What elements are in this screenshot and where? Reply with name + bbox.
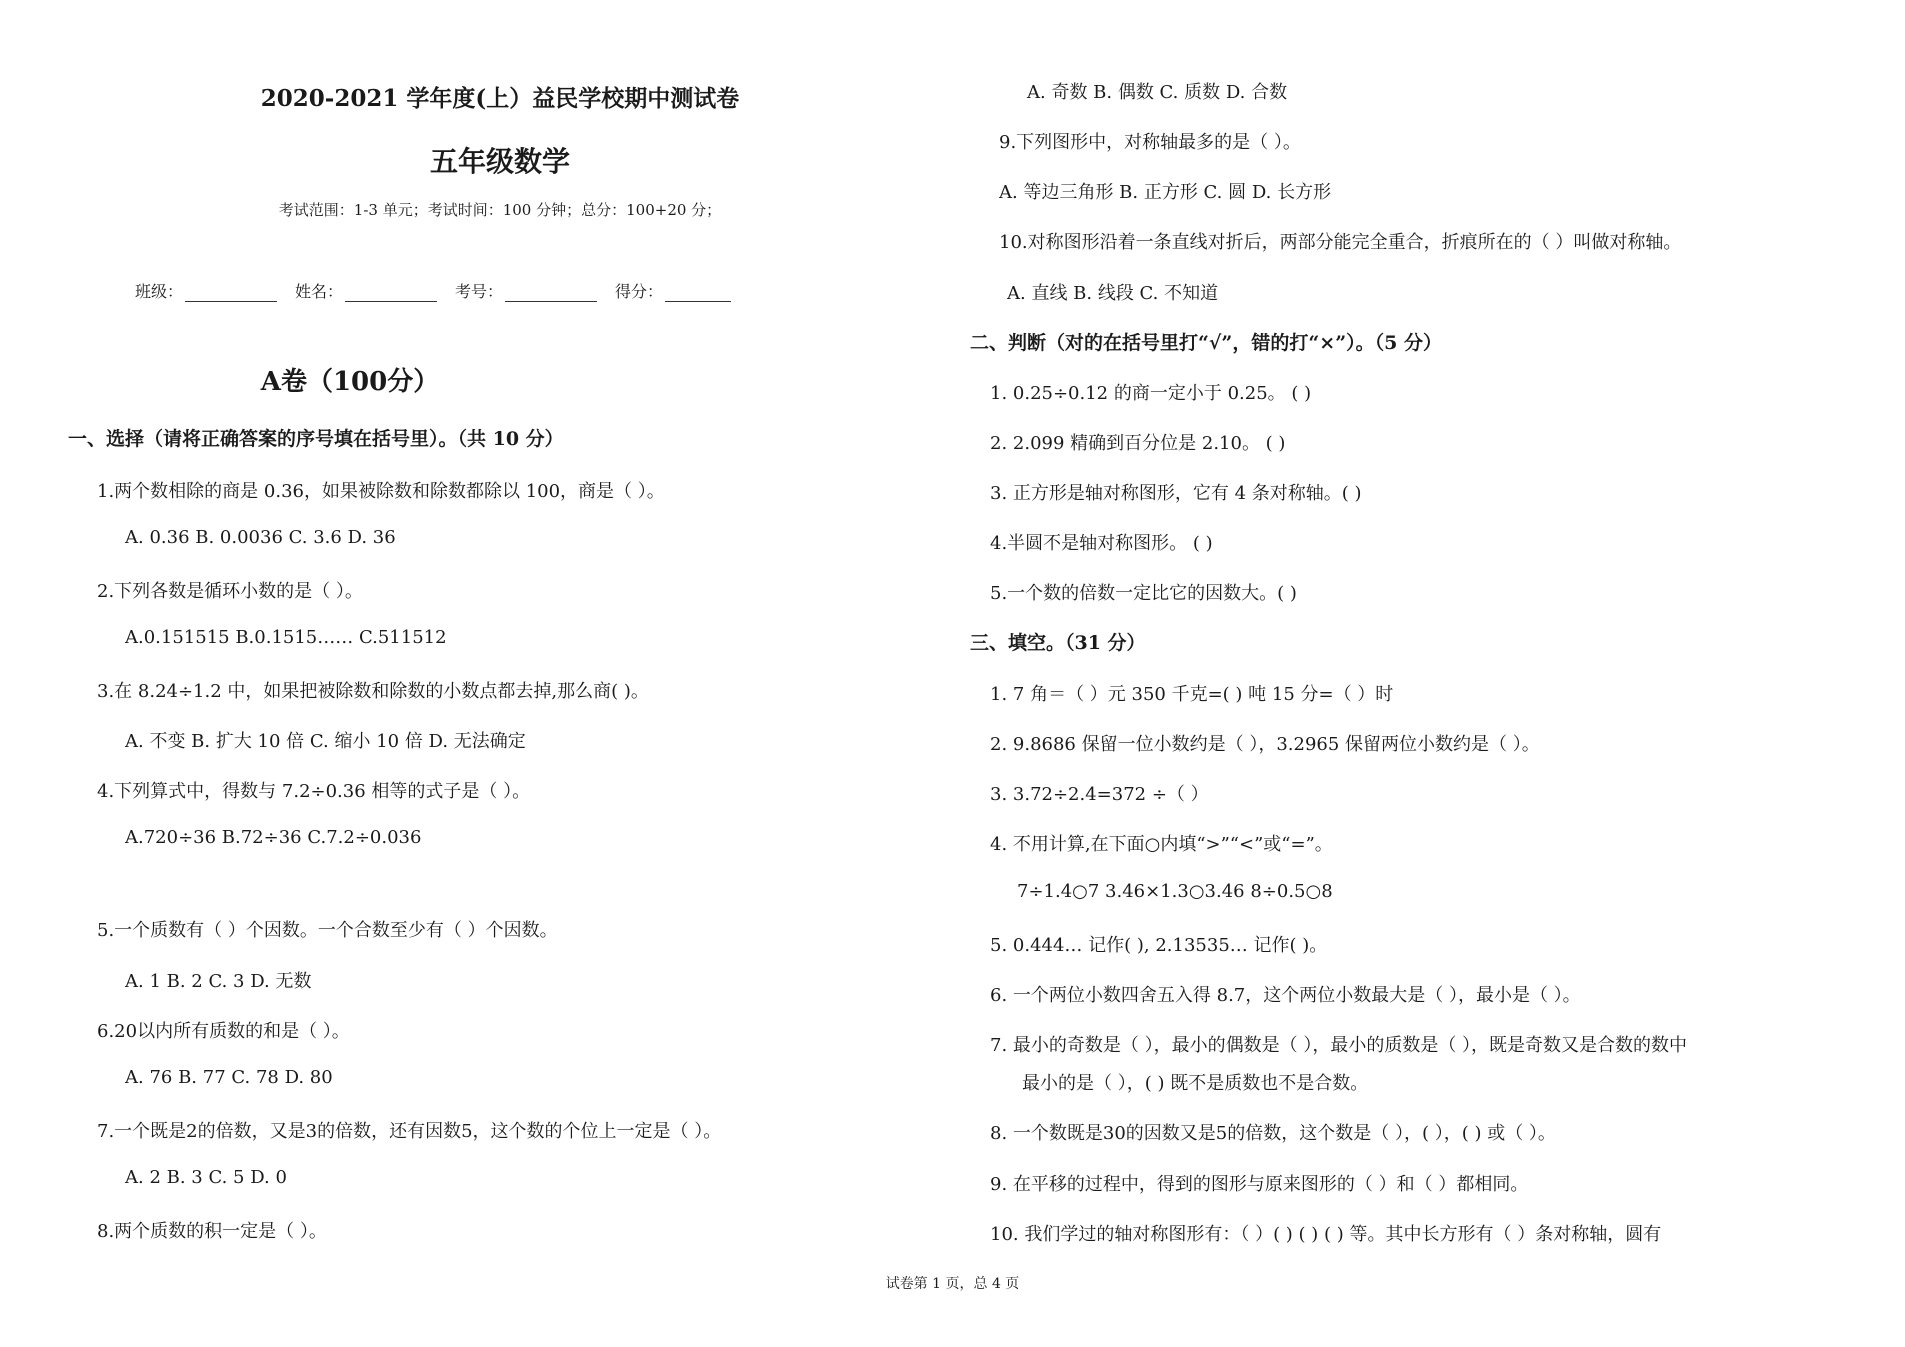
question-10-options: A. 直线 B. 线段 C. 不知道 xyxy=(1007,283,1219,304)
question-7-options: A. 2 B. 3 C. 5 D. 0 xyxy=(125,1167,287,1188)
question-2-options: A.0.151515 B.0.1515…… C.511512 xyxy=(125,627,447,648)
fill-item-comparisons: 7÷1.4○7 3.46×1.3○3.46 8÷0.5○8 xyxy=(1017,881,1333,902)
exam-info: 考试范围：1-3 单元；考试时间：100 分钟；总分：100+20 分； xyxy=(278,201,722,219)
score-field[interactable] xyxy=(615,279,731,302)
exam-number-field[interactable] xyxy=(455,279,597,302)
question-5: 5.一个质数有（ ）个因数。一个合数至少有（ ）个因数。 xyxy=(97,920,558,941)
question-6: 6.20以内所有质数的和是（ ）。 xyxy=(97,1021,350,1042)
fill-item: 4. 不用计算,在下面○内填“>”“<”或“=”。 xyxy=(990,834,1333,855)
class-field[interactable] xyxy=(135,279,277,302)
question-9: 9.下列图形中，对称轴最多的是（ ）。 xyxy=(999,132,1301,153)
judge-item: 3. 正方形是轴对称图形，它有 4 条对称轴。( ) xyxy=(990,483,1362,504)
name-label: 姓名： xyxy=(295,282,344,301)
question-5-options: A. 1 B. 2 C. 3 D. 无数 xyxy=(125,971,312,992)
section2-title: 二、判断（对的在括号里打“√”，错的打“×”）。（5 分） xyxy=(970,332,1442,354)
question-2: 2.下列各数是循环小数的是（ ）。 xyxy=(97,581,363,602)
judge-item: 5.一个数的倍数一定比它的因数大。( ) xyxy=(990,583,1297,604)
question-1: 1.两个数相除的商是 0.36，如果被除数和除数都除以 100，商是（ ）。 xyxy=(97,481,665,502)
question-4-options: A.720÷36 B.72÷36 C.7.2÷0.036 xyxy=(125,827,422,848)
exam-title: 2020-2021 学年度(上）益民学校期中测试卷 xyxy=(260,85,740,112)
fill-item: 7. 最小的奇数是（ ），最小的偶数是（ ），最小的质数是（ ），既是奇数又是合数的数中 xyxy=(990,1035,1688,1056)
student-fields xyxy=(135,279,731,302)
judge-item: 1. 0.25÷0.12 的商一定小于 0.25。 ( ) xyxy=(990,383,1312,404)
exam-number-blank[interactable] xyxy=(505,283,597,302)
judge-item: 2. 2.099 精确到百分位是 2.10。 ( ) xyxy=(990,433,1286,454)
class-blank[interactable] xyxy=(185,283,277,302)
question-8-options: A. 奇数 B. 偶数 C. 质数 D. 合数 xyxy=(1027,82,1288,103)
question-10: 10.对称图形沿着一条直线对折后，两部分能完全重合，折痕所在的（ ）叫做对称轴。 xyxy=(999,232,1682,253)
judge-item: 4.半圆不是轴对称图形。 ( ) xyxy=(990,533,1213,554)
question-1-options: A. 0.36 B. 0.0036 C. 3.6 D. 36 xyxy=(125,527,396,548)
fill-item: 8. 一个数既是30的因数又是5的倍数，这个数是（ ），( ），( ) 或（ ）。 xyxy=(990,1123,1556,1144)
question-8: 8.两个质数的积一定是（ ）。 xyxy=(97,1221,327,1242)
name-field[interactable] xyxy=(295,279,437,302)
fill-item-continuation: 最小的是（ ），( ) 既不是质数也不是合数。 xyxy=(1022,1073,1369,1094)
section1-title: 一、选择（请将正确答案的序号填在括号里）。（共 10 分） xyxy=(68,428,564,450)
score-blank[interactable] xyxy=(665,283,731,302)
question-6-options: A. 76 B. 77 C. 78 D. 80 xyxy=(125,1067,333,1088)
class-label: 班级： xyxy=(135,282,184,301)
question-3-options: A. 不变 B. 扩大 10 倍 C. 缩小 10 倍 D. 无法确定 xyxy=(125,731,526,752)
question-7: 7.一个既是2的倍数，又是3的倍数，还有因数5，这个数的个位上一定是（ ）。 xyxy=(97,1121,722,1142)
section3-title: 三、填空。（31 分） xyxy=(970,632,1146,654)
volume-title: A卷（100分） xyxy=(260,367,440,397)
fill-item: 6. 一个两位小数四舍五入得 8.7，这个两位小数最大是（ ），最小是（ ）。 xyxy=(990,985,1581,1006)
subject-title: 五年级数学 xyxy=(429,145,570,178)
fill-item: 10. 我们学过的轴对称图形有：（ ）( ) ( ) ( ) 等。其中长方形有（ ）条对称轴，圆有 xyxy=(990,1224,1662,1245)
question-3: 3.在 8.24÷1.2 中，如果把被除数和除数的小数点都去掉,那么商( )。 xyxy=(97,681,649,702)
fill-item: 3. 3.72÷2.4=372 ÷（ ） xyxy=(990,784,1209,805)
score-label: 得分： xyxy=(615,282,664,301)
fill-item: 2. 9.8686 保留一位小数约是（ ），3.2965 保留两位小数约是（ ）。 xyxy=(990,734,1540,755)
fill-item: 1. 7 角＝（ ）元 350 千克=( ) 吨 15 分=（ ）时 xyxy=(990,684,1394,705)
question-9-options: A. 等边三角形 B. 正方形 C. 圆 D. 长方形 xyxy=(999,182,1332,203)
question-4: 4.下列算式中，得数与 7.2÷0.36 相等的式子是（ ）。 xyxy=(97,781,531,802)
name-blank[interactable] xyxy=(345,283,437,302)
page-footer: 试卷第 1 页，总 4 页 xyxy=(885,1276,1020,1292)
fill-item: 9. 在平移的过程中，得到的图形与原来图形的（ ）和（ ）都相同。 xyxy=(990,1174,1529,1195)
fill-item: 5. 0.444… 记作( ), 2.13535… 记作( )。 xyxy=(990,935,1328,956)
exam-number-label: 考号： xyxy=(455,282,504,301)
